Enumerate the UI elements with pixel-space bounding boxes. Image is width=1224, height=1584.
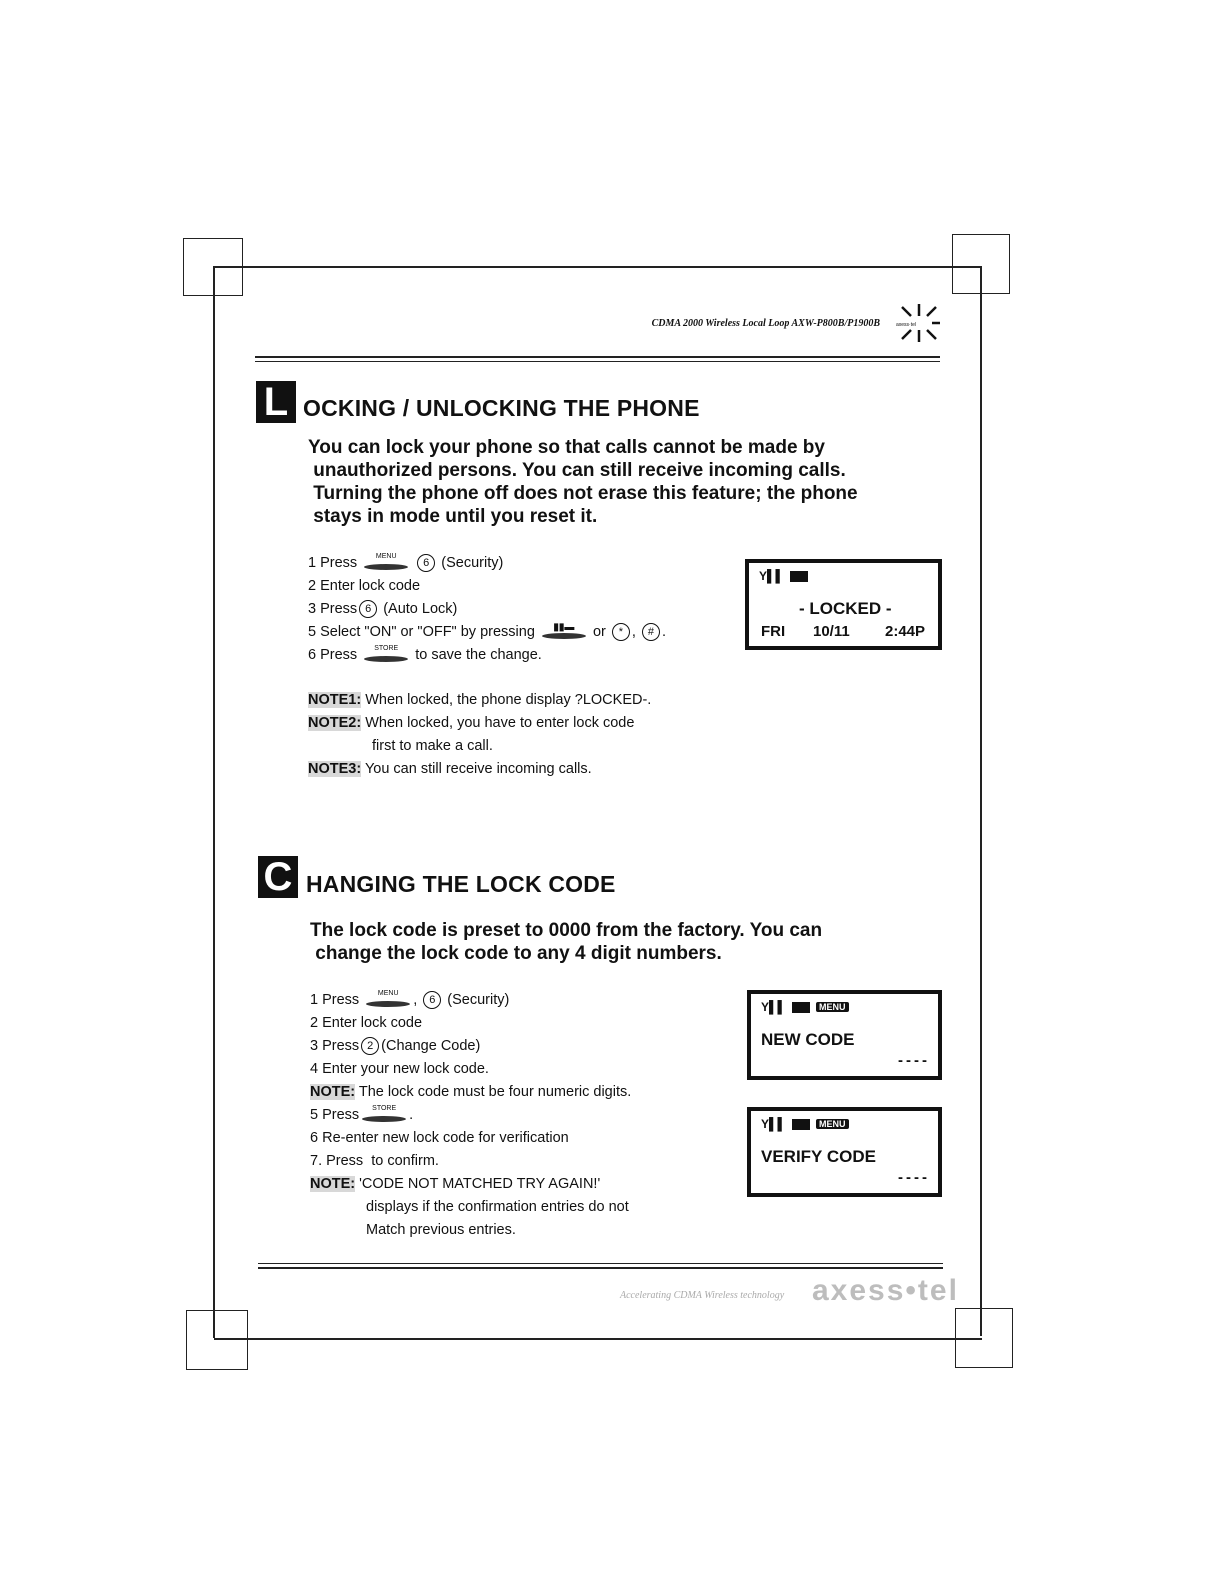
step-text: (Security): [441, 554, 504, 571]
lock-note-2-cont: first to make a call.: [372, 738, 493, 754]
key-label: MENU: [375, 553, 397, 560]
frame-right: [980, 266, 982, 1336]
step-text: 1 Press: [310, 991, 360, 1008]
lcd-day: FRI: [761, 623, 786, 640]
intro-line: change the lock code to any 4 digit numbers.: [310, 943, 722, 964]
lcd-code-dashes: ----: [898, 1169, 930, 1186]
footer-tagline: Accelerating CDMA Wireless technology: [620, 1290, 785, 1301]
lcd-new-code-label: NEW CODE: [761, 1030, 855, 1049]
signal-icon: Y▌▌: [759, 569, 785, 583]
lock-note-1: [308, 692, 651, 708]
intro-line: The lock code is preset to 0000 from the factory. You can: [310, 920, 823, 941]
store-key-icon: [362, 646, 410, 664]
frame-top: [213, 266, 981, 268]
step-text: 5 Press: [310, 1106, 360, 1123]
lcd-new-code-display: [747, 990, 942, 1080]
frame-bottom: [214, 1338, 982, 1340]
change-step-7: 7. Press to confirm.: [310, 1153, 439, 1169]
change-step-6: 6 Re-enter new lock code for verification: [310, 1130, 569, 1146]
section-locking-title: OCKING / UNLOCKING THE PHONE: [303, 395, 700, 421]
lcd-locked-status: - LOCKED -: [799, 599, 892, 618]
section-locking-intro: [308, 436, 858, 528]
step-text: .: [409, 1106, 414, 1123]
intro-line: unauthorized persons. You can still receive incoming calls.: [308, 460, 846, 481]
battery-icon: [790, 571, 808, 582]
step-text: 3 Press: [310, 1037, 360, 1054]
change-step-2: 2 Enter lock code: [310, 1015, 423, 1031]
key-hash-icon: #: [642, 623, 660, 641]
footer-logo: axess•tel: [812, 1274, 959, 1307]
footer-rule-thin: [258, 1263, 943, 1264]
lock-step-2: 2 Enter lock code: [308, 578, 421, 594]
section-changing-badge: C: [258, 856, 298, 898]
note-text: When locked, the phone display ?LOCKED-.: [361, 692, 652, 708]
section-changing-title: HANGING THE LOCK CODE: [306, 871, 616, 897]
step-text: (Auto Lock): [383, 600, 458, 617]
signal-icon: Y▌▌: [761, 1000, 787, 1014]
lcd-status-icons: [759, 569, 808, 583]
change-step-4: 4 Enter your new lock code.: [310, 1061, 489, 1077]
note-label: NOTE1:: [308, 692, 362, 708]
menu-indicator: MENU: [816, 1002, 849, 1012]
change-step-3: [310, 1037, 480, 1055]
lock-step-5: 5 Select "ON" or "OFF" by pressing ▮▮▬ or * , # .: [308, 622, 666, 640]
lcd-locked-display: [745, 559, 942, 650]
battery-icon: [792, 1002, 810, 1013]
step-text: (Security): [447, 991, 510, 1008]
lcd-code-dashes: ----: [898, 1052, 930, 1069]
change-step-1: 1 Press MENU , 6 (Security): [310, 990, 510, 1008]
step-text: 5 Select "ON" or "OFF" by pressing: [308, 623, 535, 640]
change-note-2-line2: displays if the confirmation entries do not: [366, 1199, 629, 1215]
header-logo-small: axess·tel: [896, 322, 917, 328]
step-text: to save the change.: [415, 646, 542, 663]
store-key-icon: [360, 1106, 408, 1124]
note-label: NOTE3:: [308, 761, 362, 777]
step-text: 1 Press: [308, 554, 358, 571]
crop-mark-bottom-left: [186, 1310, 248, 1370]
note-text: The lock code must be four numeric digits.: [355, 1084, 632, 1100]
section-locking-badge: L: [256, 381, 296, 423]
note-label: NOTE:: [310, 1084, 356, 1100]
lock-note-3: [308, 761, 592, 777]
note-text: 'CODE NOT MATCHED TRY AGAIN!': [355, 1176, 601, 1192]
signal-icon: Y▌▌: [761, 1117, 787, 1131]
lcd-date: 10/11: [813, 623, 850, 640]
intro-line: You can lock your phone so that calls cannot be made by: [308, 437, 825, 458]
note-label: NOTE2:: [308, 715, 362, 731]
lock-step-1: [308, 554, 503, 572]
menu-key-icon: [364, 991, 412, 1009]
footer-rule-thick: [258, 1267, 943, 1269]
change-note-2: [310, 1176, 600, 1192]
note-label: NOTE:: [310, 1176, 356, 1192]
intro-line: stays in mode until you reset it.: [308, 506, 598, 527]
key-6-icon: 6: [417, 554, 435, 572]
key-2-icon: 2: [361, 1037, 379, 1055]
step-text: 6 Press: [308, 646, 358, 663]
key-6-icon: 6: [423, 991, 441, 1009]
header-rule-thick: [255, 356, 940, 358]
lock-note-2: [308, 715, 634, 731]
intro-line: Turning the phone off does not erase this feature; the phone: [308, 483, 858, 504]
lock-step-6: [308, 646, 542, 664]
step-text: 3 Press: [308, 600, 358, 617]
key-star-icon: *: [612, 623, 630, 641]
frame-left: [213, 266, 215, 1338]
lcd-status-icons: [761, 1117, 849, 1131]
lcd-time: 2:44P: [885, 623, 926, 640]
change-note-2-line3: Match previous entries.: [366, 1222, 516, 1238]
key-6-icon: 6: [359, 600, 377, 618]
step-text: or: [592, 623, 606, 640]
key-label: STORE: [374, 645, 399, 652]
lcd-status-icons: [761, 1000, 849, 1014]
lcd-verify-code-label: VERIFY CODE: [761, 1147, 876, 1166]
change-step-5: [310, 1106, 413, 1124]
key-label: STORE: [372, 1105, 397, 1112]
header-rule-thin: [255, 361, 940, 362]
step-text: (Change Code): [381, 1037, 481, 1054]
menu-indicator: MENU: [816, 1119, 849, 1129]
lock-step-3: [308, 600, 457, 618]
header-title: CDMA 2000 Wireless Local Loop AXW-P800B/P1900B: [651, 318, 880, 329]
nav-key-icon: ▮▮▬: [540, 623, 588, 641]
lcd-verify-code-display: [747, 1107, 942, 1197]
note-text: When locked, you have to enter lock code: [361, 715, 635, 731]
change-note-1: [310, 1084, 631, 1100]
section-changing-intro: [310, 919, 822, 965]
key-label: MENU: [377, 990, 399, 997]
battery-icon: [792, 1119, 810, 1130]
axesstel-star-icon: [896, 302, 942, 344]
menu-key-icon: [362, 554, 410, 572]
note-text: You can still receive incoming calls.: [361, 761, 592, 777]
